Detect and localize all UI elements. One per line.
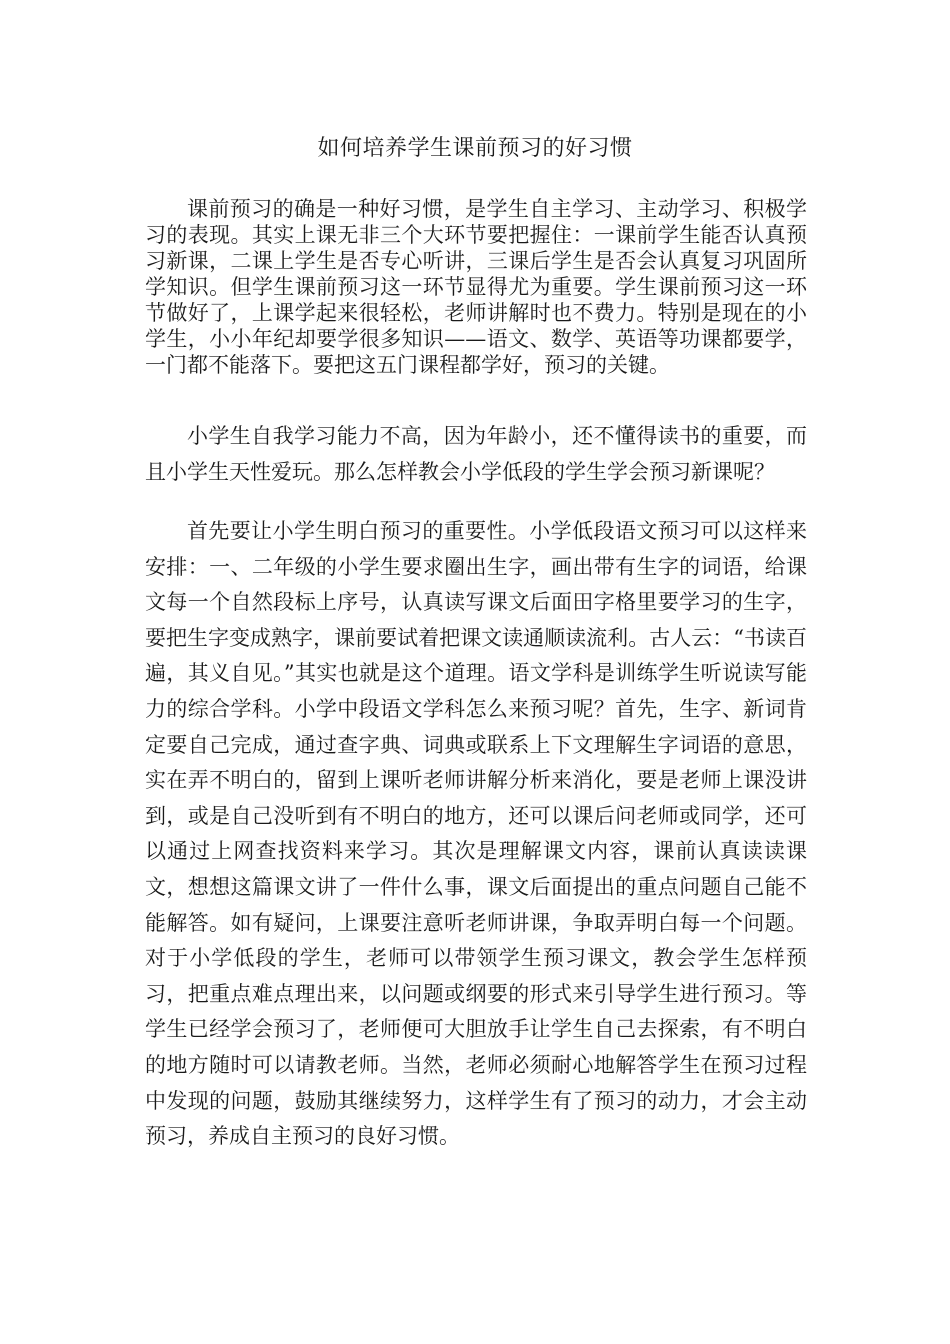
paragraph-3: 首先要让小学生明白预习的重要性。小学低段语文预习可以这样来安排：一、二年级的小学生要求圈出生字，画出带有生字的词语，给课文每一个自然段标上序号，认真读写课文后面田字格里要学习的生字，要把生字变成熟字，课前要试着把课文读通顺读流利。古人云：“书读百遍，其义自见。”其实也就是这个道理。语文学科是训练学生听说读写能力的综合学科。小学中段语文学科怎么来预习呢？首先，生字、新词肯定要自己完成，通过查字典、词典或联系上下文理解生字词语的意思，实在弄不明白的，留到上课听老师讲解分析来消化，要是老师上课没讲到，或是自己没听到有不明白的地方，还可以课后问老师或同学，还可以通过上网查找资料来学习。其次是理解课文内容，课前认真读读课文，想想这篇课文讲了一件什么事，课文后面提出的重点问题自己能不能解答。如有疑问，上课要注意听老师讲课，争取弄明白每一个问题。对于小学低段的学生，老师可以带领学生预习课文，教会学生怎样预习，把重点难点理出来，以问题或纲要的形式来引导学生进行预习。等学生已经学会预习了，老师便可大胆放手让学生自己去探索，有不明白的地方随时可以请教老师。当然，老师必须耐心地解答学生在预习过程中发现的问题，鼓励其继续努力，这样学生有了预习的动力，才会主动预习，养成自主预习的良好习惯。	[145, 519, 807, 1149]
document-title: 如何培养学生课前预习的好习惯	[317, 136, 633, 161]
paragraph-2: 小学生自我学习能力不高，因为年龄小，还不懂得读书的重要，而且小学生天性爱玩。那么怎样教会小学低段的学生学会预习新课呢？	[145, 424, 807, 484]
paragraph-1: 课前预习的确是一种好习惯，是学生自主学习、主动学习、积极学习的表现。其实上课无非三个大环节要把握住：一课前学生能否认真预习新课，二课上学生是否专心听讲，三课后学生是否会认真复习巩固所学知识。但学生课前预习这一环节显得尤为重要。学生课前预习这一环节做好了，上课学起来很轻松，老师讲解时也不费力。特别是现在的小学生，小小年纪却要学很多知识——语文、数学、英语等功课都要学，一门都不能落下。要把这五门课程都学好，预习的关键。	[145, 197, 807, 377]
